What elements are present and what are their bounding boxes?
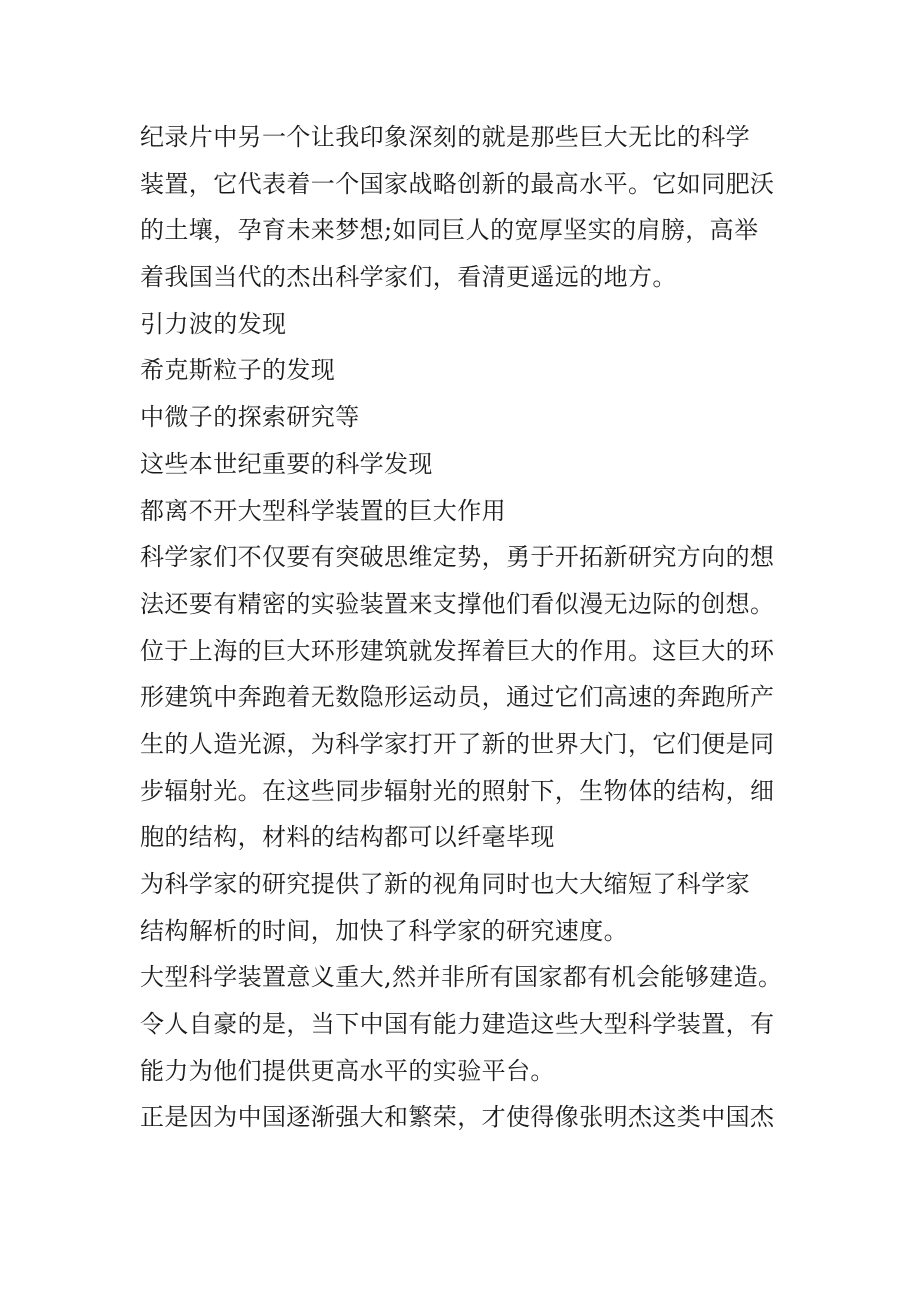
text-line: 步辐射光。在这些同步辐射光的照射下，生物体的结构，细 bbox=[140, 776, 775, 805]
text-line: 的土壤，孕育未来梦想;如同巨人的宽厚坚实的肩膀，高举 bbox=[140, 216, 759, 245]
text-line: 都离不开大型科学装置的巨大作用 bbox=[140, 496, 506, 525]
text-line: 生的人造光源，为科学家打开了新的世界大门，它们便是同 bbox=[140, 729, 775, 758]
text-line: 中微子的探索研究等 bbox=[140, 403, 360, 432]
document-body bbox=[140, 114, 800, 1141]
text-line: 大型科学装置意义重大,然并非所有国家都有机会能够建造。 bbox=[140, 963, 783, 992]
text-line: 希克斯粒子的发现 bbox=[140, 356, 336, 385]
text-line: 科学家们不仅要有突破思维定势，勇于开拓新研究方向的想 bbox=[140, 543, 775, 572]
text-line: 位于上海的巨大环形建筑就发挥着巨大的作用。这巨大的环 bbox=[140, 636, 775, 665]
text-line: 胞的结构，材料的结构都可以纤毫毕现 bbox=[140, 823, 555, 852]
text-line: 引力波的发现 bbox=[140, 309, 287, 338]
text-line: 装置，它代表着一个国家战略创新的最高水平。它如同肥沃 bbox=[140, 169, 775, 198]
text-line: 结构解析的时间，加快了科学家的研究速度。 bbox=[140, 916, 628, 945]
text-line: 法还要有精密的实验装置来支撑他们看似漫无边际的创想。 bbox=[140, 589, 775, 618]
text-line: 形建筑中奔跑着无数隐形运动员，通过它们高速的奔跑所产 bbox=[140, 683, 775, 712]
text-line: 纪录片中另一个让我印象深刻的就是那些巨大无比的科学 bbox=[140, 123, 750, 151]
text-line: 正是因为中国逐渐强大和繁荣，才使得像张明杰这类中国杰 bbox=[140, 1103, 775, 1132]
text-line: 令人自豪的是，当下中国有能力建造这些大型科学装置，有 bbox=[140, 1010, 775, 1039]
text-line: 这些本世纪重要的科学发现 bbox=[140, 449, 433, 478]
text-line: 能力为他们提供更高水平的实验平台。 bbox=[140, 1056, 555, 1085]
text-line: 着我国当代的杰出科学家们，看清更遥远的地方。 bbox=[140, 263, 677, 292]
text-line: 为科学家的研究提供了新的视角同时也大大缩短了科学家 bbox=[140, 870, 750, 898]
